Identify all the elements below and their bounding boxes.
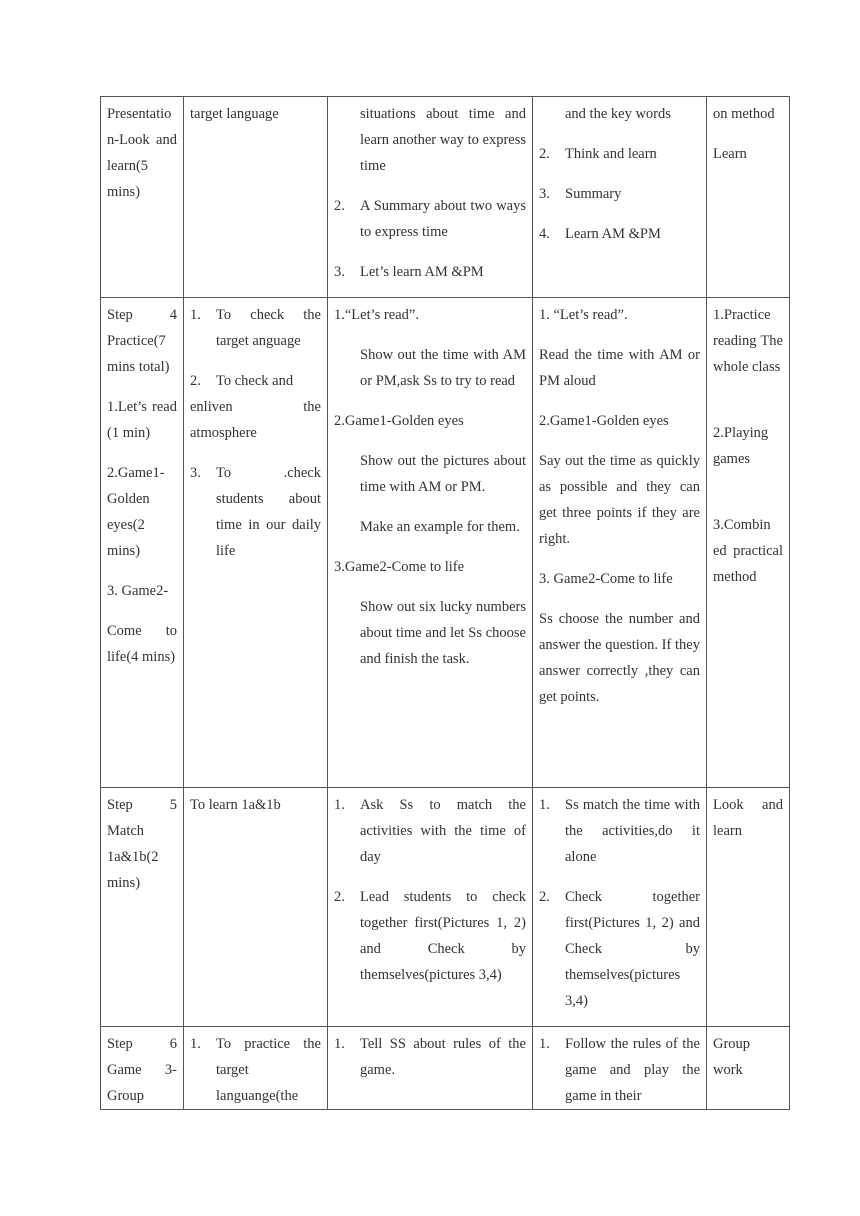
list-item: 2. Lead students to check together first(Pictures 1, 2) and Check by themselves(pictures 3,4) — [334, 889, 526, 983]
list-item: 4. Learn AM &PM — [539, 226, 661, 242]
step-substep: 2.Game1-Golden eyes(2 mins) — [107, 465, 165, 559]
list-item: 1. To practice the target languange(the — [190, 1036, 321, 1104]
list-item: 3. Let’s learn AM &PM — [334, 264, 484, 280]
method-text: Look and learn — [713, 797, 783, 839]
list-item: 2. Think and learn — [539, 146, 657, 162]
list-item: 2. Check together first(Pictures 1, 2) and Check by themselves(pictures 3,4) — [539, 889, 700, 1009]
method-cell — [707, 97, 790, 298]
method-text: Group work — [713, 1036, 751, 1078]
table-row — [101, 298, 790, 788]
list-item: 1. Ss match the time with the activities,do it alone — [539, 797, 700, 865]
step-label: Step 4 Practice(7 mins total) — [107, 307, 177, 375]
step-label: Step 5 Match 1a&1b(2 mins) — [107, 797, 177, 891]
teacher-activity-cell — [328, 788, 533, 1027]
activity-text: Show out the time with AM or PM,ask Ss to try to read — [360, 347, 526, 389]
list-item: 1. Ask Ss to match the activities with the time of day — [334, 797, 526, 865]
step-cell — [101, 1027, 184, 1110]
objective-text: target language — [190, 106, 279, 122]
activity-heading: 3. Game2-Come to life — [539, 571, 673, 587]
lesson-plan-table — [100, 96, 790, 1110]
activity-text: Say out the time as quickly as possible and they can get three points if they are right. — [539, 453, 700, 547]
step-label: Step 6 Game 3-Group — [107, 1036, 177, 1104]
activity-heading: 1. “Let’s read”. — [539, 307, 628, 323]
list-item: 2. To check and — [190, 373, 294, 389]
method-text: on method — [713, 106, 775, 122]
method-text: 2.Playing games — [713, 425, 769, 467]
activity-heading: 3.Game2-Come to life — [334, 559, 465, 575]
activity-text: Show out six lucky numbers about time and let Ss choose and finish the task. — [360, 599, 526, 667]
method-cell — [707, 1027, 790, 1110]
student-activity-cell — [533, 1027, 707, 1110]
step-label: Presentatio n-Look and learn(5 mins) — [107, 106, 177, 200]
table-row — [101, 97, 790, 298]
list-item: 1. Tell SS about rules of the game. — [334, 1036, 526, 1078]
table-row — [101, 1027, 790, 1110]
list-item: 1. Follow the rules of the game and play the game in their — [539, 1036, 700, 1104]
method-text: 3.Combin ed practical method — [713, 517, 783, 585]
list-item: 3. To .check students about time in our daily life — [190, 465, 321, 559]
objective-cell — [184, 97, 328, 298]
teacher-activity-cell — [328, 97, 533, 298]
continued-text: situations about time and learn another way to express time — [360, 106, 526, 174]
student-activity-cell — [533, 298, 707, 788]
method-cell — [707, 788, 790, 1027]
objective-text: enliven the atmosphere — [190, 399, 321, 441]
method-cell — [707, 298, 790, 788]
activity-text: Ss choose the number and answer the question. If they answer correctly ,they can get points. — [539, 611, 700, 705]
list-item: 2. A Summary about two ways to express time — [334, 198, 526, 240]
objective-cell — [184, 788, 328, 1027]
step-substep: Come to life(4 mins) — [107, 623, 177, 665]
step-substep: 3. Game2- — [107, 583, 169, 599]
activity-text: Show out the pictures about time with AM or PM. — [360, 453, 526, 495]
method-text: 1.Practice reading The whole class — [713, 307, 783, 375]
list-item: 1. To check the target anguage — [190, 307, 321, 349]
activity-text: Read the time with AM or PM aloud — [539, 347, 700, 389]
step-cell — [101, 788, 184, 1027]
activity-heading: 2.Game1-Golden eyes — [539, 413, 669, 429]
activity-heading: 2.Game1-Golden eyes — [334, 413, 464, 429]
method-text: Learn — [713, 146, 747, 162]
activity-text: Make an example for them. — [360, 519, 520, 535]
step-substep: 1.Let’s read (1 min) — [107, 399, 177, 441]
student-activity-cell — [533, 97, 707, 298]
list-item: 3. Summary — [539, 186, 622, 202]
objective-cell — [184, 298, 328, 788]
table-row — [101, 788, 790, 1027]
teacher-activity-cell — [328, 298, 533, 788]
step-cell — [101, 298, 184, 788]
student-activity-cell — [533, 788, 707, 1027]
teacher-activity-cell — [328, 1027, 533, 1110]
objective-cell — [184, 1027, 328, 1110]
activity-heading: 1.“Let’s read”. — [334, 307, 419, 323]
objective-text: To learn 1a&1b — [190, 797, 281, 813]
continued-text: and the key words — [565, 106, 671, 122]
step-cell — [101, 97, 184, 298]
